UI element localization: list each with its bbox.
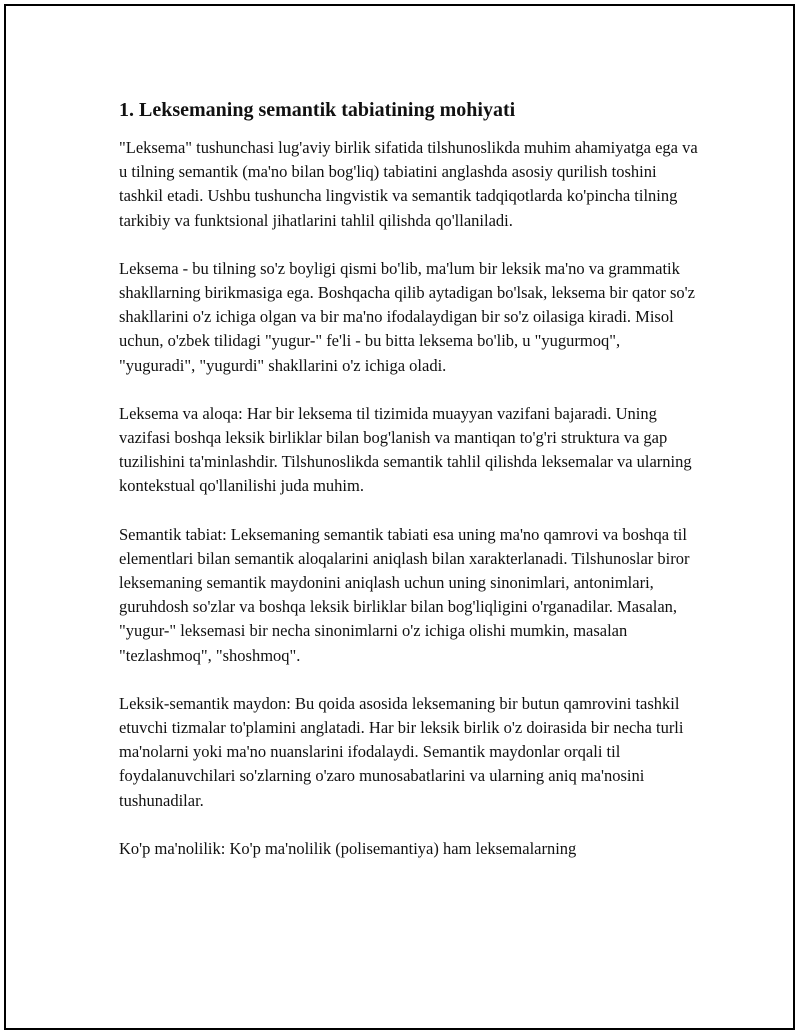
- paragraph-leksema-intro: "Leksema" tushunchasi lug'aviy birlik sifatida tilshunoslikda muhim ahamiyatga ega va u tilning semantik (ma'no bilan bog'liq) tabiatini anglashda asosiy qurilish toshini tashkil etadi. Ushbu tushuncha lingvistik va semantik tadqiqotlarda ko'pincha tilning tarkibiy va funktsional jihatlarini tahlil qilishda qo'llaniladi.: [119, 138, 698, 230]
- document-body: [119, 96, 699, 885]
- paragraph-semantik-tabiat: Semantik tabiat: Leksemaning semantik tabiati esa uning ma'no qamrovi va boshqa til elementlari bilan semantik aloqalarini aniqlash bilan xarakterlanadi. Tilshunoslar biror leksemaning semantik maydonini aniqlash uchun uning sinonimlari, antonimlari, guruhdosh so'zlar va boshqa leksik birliklar bilan bog'liqligini o'rganadilar. Masalan, "yugur-" leksemasi bir necha sinonimlarni o'z ichiga olishi mumkin, masalan "tezlashmoq", "shoshmoq".: [119, 524, 690, 665]
- paragraph-leksema-definition: Leksema - bu tilning so'z boyligi qismi bo'lib, ma'lum bir leksik ma'no va grammatik shakllarning birikmasiga ega. Boshqacha qilib aytadigan bo'lsak, leksema bir qator so'z shakllarini o'z ichiga olgan va bir ma'no ifodalaydigan bir so'z oilasiga kiradi. Misol uchun, o'zbek tilidagi "yugur-" fe'li - bu bitta leksema bo'lib, u "yugurmoq", "yuguradi", "yugurdi" shakllarini o'z ichiga oladi.: [119, 258, 695, 375]
- page-title: 1. Leksemaning semantik tabiatining mohiyati: [119, 99, 516, 121]
- paragraph-leksik-semantik-maydon: Leksik-semantik maydon: Bu qoida asosida leksemaning bir butun qamrovini tashkil etuvchi tizmalar to'plamini anglatadi. Har bir leksik birlik o'z doirasida bir necha turli ma'nolarni yoki ma'no nuanslarini ifodalaydi. Semantik maydonlar orqali til foydalanuvchilari so'zlarning o'zaro munosabatlarini va ularning aniq ma'nosini tushunadilar.: [119, 693, 684, 810]
- page-frame: [4, 4, 795, 1030]
- paragraph-kop-manolilik: Ko'p ma'nolilik: Ko'p ma'nolilik (polisemantiya) ham leksemalarning: [119, 838, 577, 858]
- paragraph-leksema-aloqa: Leksema va aloqa: Har bir leksema til tizimida muayyan vazifani bajaradi. Uning vazifasi boshqa leksik birliklar bilan bog'lanish va mantiqan to'g'ri struktura va gap tuzilishini ta'minlashdir. Tilshunoslikda semantik tahlil qilishda leksemalar va ularning kontekstual qo'llanilishi juda muhim.: [119, 403, 692, 496]
